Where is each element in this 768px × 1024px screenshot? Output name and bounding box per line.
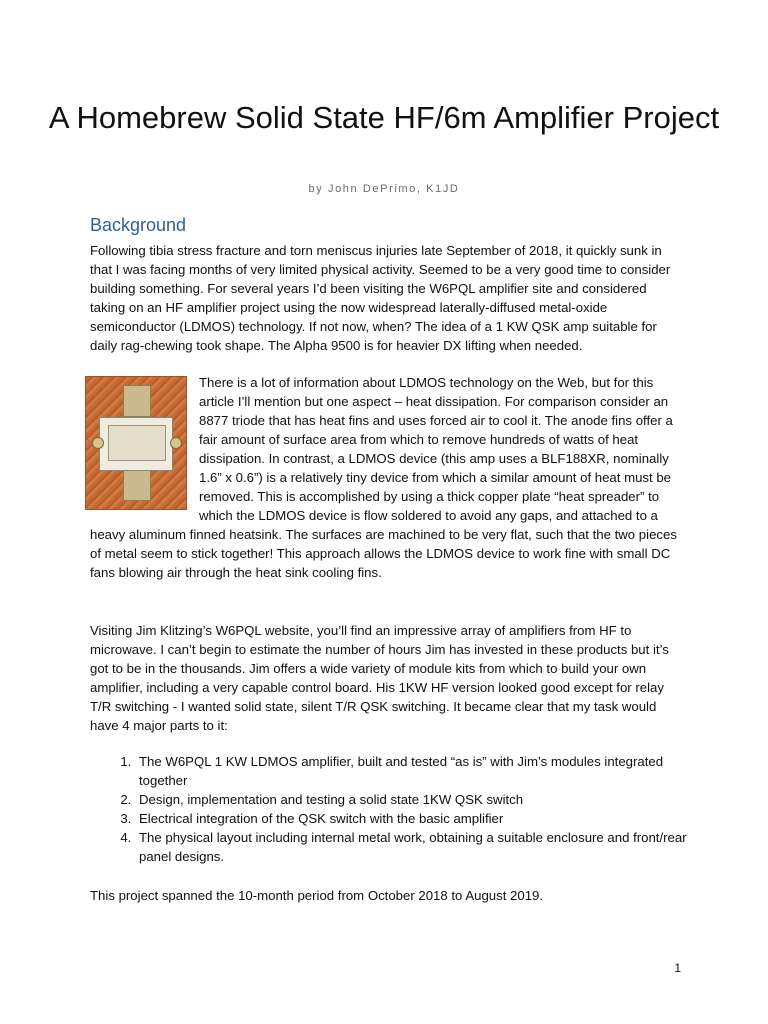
list-item: 2. Design, implementation and testing a solid state 1KW QSK switch <box>135 790 695 809</box>
list-item: 1. The W6PQL 1 KW LDMOS amplifier, built and tested “as is” with Jim’s modules integrated together <box>135 752 695 790</box>
list-item: 4. The physical layout including internal metal work, obtaining a suitable enclosure and front/rear panel designs. <box>135 828 695 866</box>
device-body <box>108 425 166 461</box>
paragraph-intro: Following tibia stress fracture and torn meniscus injuries late September of 2018, it quickly sunk in that I was facing months of very limited physical activity. Seemed to be a very good time to consider building something. For several years I’d been visiting the W6PQL amplifier site and considered taking on an HF amplifier project using the now widespread laterally-diffused metal-oxide semiconductor (LDMOS) technology. If not now, when? The idea of a 1 KW QSK amp suitable for daily rag-chewing took shape. The Alpha 9500 is for heavier DX lifting when needed. <box>90 243 671 353</box>
byline: by John DePrimo, K1JD <box>308 183 460 195</box>
device-lead-top <box>123 385 151 417</box>
mounting-screw-right <box>170 437 182 449</box>
list-item: 3. Electrical integration of the QSK switch with the basic amplifier <box>135 809 695 828</box>
device-lead-bottom <box>123 469 151 501</box>
paragraph-timeline: This project spanned the 10-month period from October 2018 to August 2019. <box>90 888 544 903</box>
document-title: A Homebrew Solid State HF/6m Amplifier Project <box>48 100 720 135</box>
project-parts-list <box>113 752 695 866</box>
ldmos-device-photo <box>85 376 187 510</box>
page-number: 1 <box>674 961 681 975</box>
paragraph-ldmos-text: There is a lot of information about LDMOS technology on the Web, but for this article I’ll mention but one aspect – heat dissipation. For comparison consider an 8877 triode that has heat fins and uses forced air to cool it. The anode fins offer a fair amount of surface area from which to remove hundreds of watts of heat dissipation. In contrast, a LDMOS device (this amp uses a BLF188XR, nominally 1.6” x 0.6”) is a relatively tiny device from which a similar amount of heat must be removed. This is accomplished by using a thick copper plate “heat spreader” to which the LDMOS device is flow soldered to avoid any gaps, and attached to a heavy aluminum finned heatsink. The surfaces are machined to be very flat, such that the two pieces of metal seem to stick together! This approach allows the LDMOS device to work fine with small DC fans blowing air through the heat sink cooling fins. <box>90 375 677 580</box>
paragraph-w6pql: Visiting Jim Klitzing’s W6PQL website, you’ll find an impressive array of amplifiers from HF to microwave. I can’t begin to estimate the number of hours Jim has invested in these products but it’s got to be in the thousands. Jim offers a wide variety of module kits from which to build your own amplifier, including a very capable control board. His 1KW HF version looked good except for relay T/R switching - I wanted solid state, silent T/R QSK switching. It became clear that my task would have 4 major parts to it: <box>90 623 669 733</box>
section-heading-background: Background <box>90 215 187 235</box>
mounting-screw-left <box>92 437 104 449</box>
paragraph-ldmos <box>90 373 682 582</box>
